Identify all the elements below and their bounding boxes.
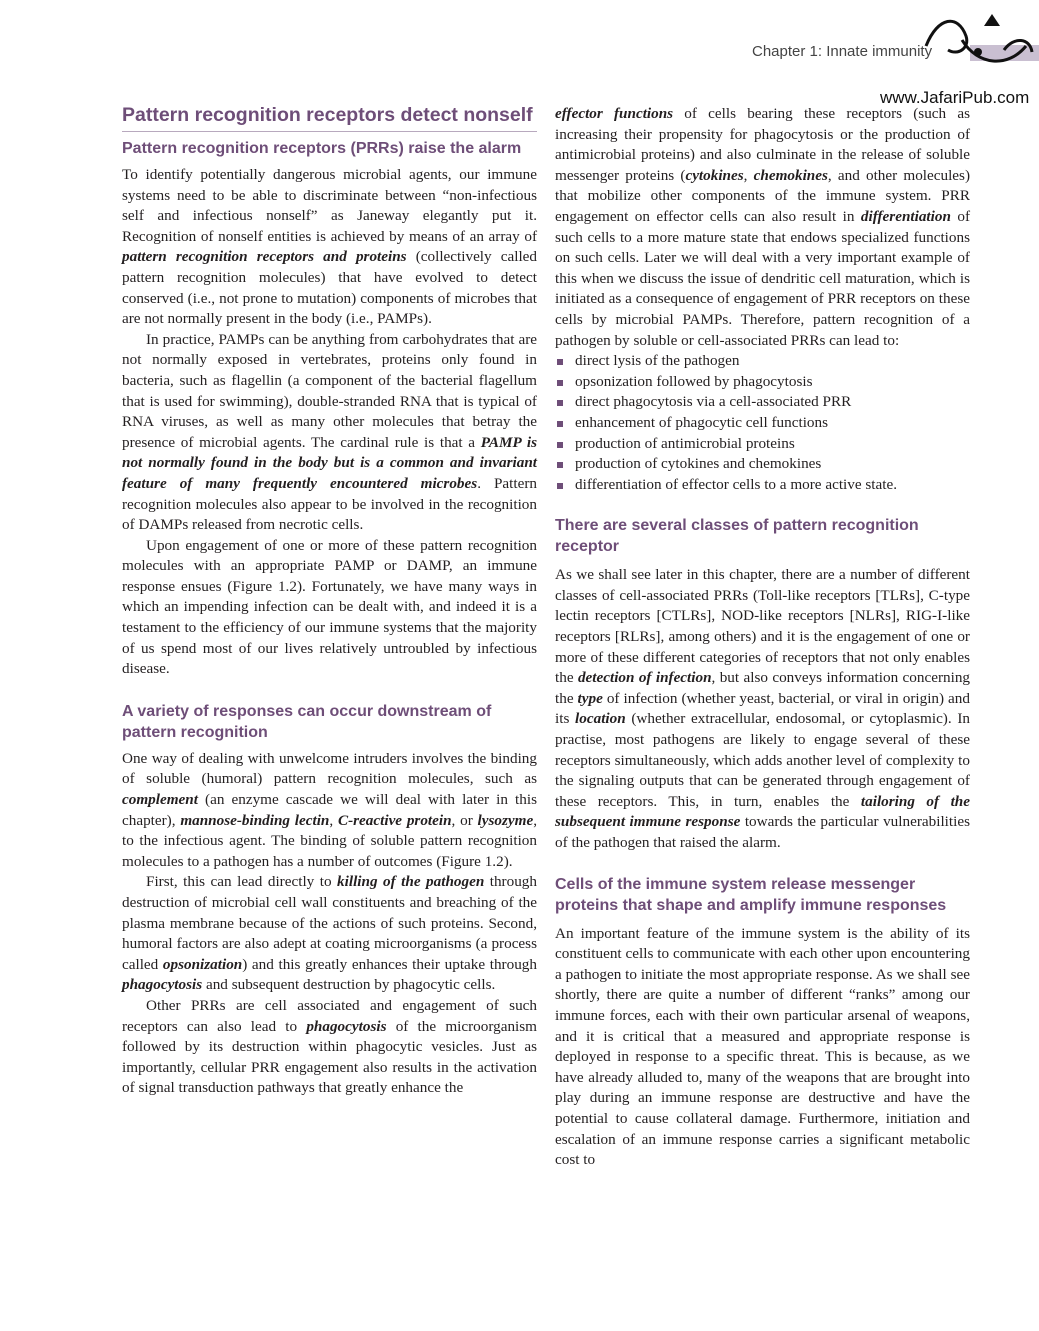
subsection-heading-prrs: Pattern recognition receptors (PRRs) raise the alarm xyxy=(122,140,522,157)
section-title: Pattern recognition receptors detect nonself xyxy=(122,104,537,132)
paragraph-recognition: To identify potentially dangerous microbial agents, our immune systems need to be able to discriminate between “non-infectious self and infectious nonself” as Janeway elegantly put it. Recognition of nonself entities is achieved by means of an array of pattern recognition receptors and proteins (collectively called pattern recognition molecules) that have evolved to detect conserved (i.e., not prone to mutation) components of microbes that are not normally present in the body (i.e., PAMPs). xyxy=(122,166,537,328)
right-column xyxy=(555,104,970,1171)
list-item: direct lysis of the pathogen xyxy=(555,351,970,372)
subsection-heading-responses: A variety of responses can occur downstream of pattern recognition xyxy=(122,702,492,741)
subsection-heading-messenger: Cells of the immune system release messenger proteins that shape and amplify immune responses xyxy=(555,875,947,914)
paragraph-humoral: One way of dealing with unwelcome intruders involves the binding of soluble (humoral) pattern recognition molecules, such as complement (an enzyme cascade we will deal with later in this chapter), mannose-binding lectin, C-reactive protein, or lysozyme, to the infectious agent. The binding of soluble pattern recognition molecules to a pathogen has a number of outcomes (Figure 1.2). xyxy=(122,749,537,870)
list-item: differentiation of effector cells to a more active state. xyxy=(555,475,970,496)
list-item: opsonization followed by phagocytosis xyxy=(555,372,970,393)
paragraph-cell-associated: Other PRRs are cell associated and engagement of such receptors can also lead to phagocytosis of the microorganism followed by its destruction within phagocytic vesicles. Just as importantly, cellular PRR engagement also results in the activation of signal transduction pathways that greatly enhance the xyxy=(122,996,537,1097)
list-item: production of cytokines and chemokines xyxy=(555,454,970,475)
paragraph-pamps: In practice, PAMPs can be anything from carbohydrates that are not normally exposed in vertebrates, proteins only found in bacteria, such as flagellin (a component of the bacterial flagellum that is used for swimming), double-stranded RNA that is typical of RNA viruses, as well as many other molecules that betray the presence of microbial agents. The cardinal rule is that a PAMP is not normally found in the body but is a common and invariant feature of many frequently encountered microbes. Pattern recognition molecules also appear to be involved in the recognition of DAMPs released from necrotic cells. xyxy=(122,330,537,534)
list-item: enhancement of phagocytic cell functions xyxy=(555,413,970,434)
outcomes-list xyxy=(555,351,970,495)
left-column xyxy=(122,104,537,1099)
paragraph-killing: First, this can lead directly to killing of the pathogen through destruction of microbial cell wall constituents and breaching of the plasma membrane because of the actions of such proteins. Second, humoral factors are also adept at coating microorganisms (a process called opsonization) and this greatly enhances their uptake through phagocytosis and subsequent destruction by phagocytic cells. xyxy=(122,873,537,994)
publisher-logo-icon xyxy=(918,6,1036,78)
paragraph-effector-functions: effector functions of cells bearing these receptors (such as increasing their propensity for phagocytosis or the production of antimicrobial proteins) and also culminate in the release of soluble messenger proteins (cytokines, chemokines, and other molecules) that mobilize other components of the immune system. PRR engagement on effector cells can also result in differentiation of such cells to a more mature state that endows specialized functions on such cells. Later we will deal with a very important example of this when we discuss the issue of dendritic cell maturation, which is initiated as a consequence of engagement of PRR receptors on these cells by microbial PAMPs. Therefore, pattern recognition of a pathogen by soluble or cell-associated PRRs can lead to: xyxy=(555,105,971,349)
paragraph-engagement: Upon engagement of one or more of these pattern recognition molecules with an appropriate PAMP or DAMP, an immune response ensues (Figure 1.2). Fortunately, we have many ways in which an impending infection can be dealt with, and indeed it is a testament to the efficiency of our immune systems that the majority of us spend most of our lives relatively untroubled by infectious disease. xyxy=(122,536,537,678)
watermark-url: www.JafariPub.com xyxy=(880,88,1030,107)
paragraph-communication: An important feature of the immune system is the ability of its constituent cells to communicate with each other upon encountering a pathogen to initiate the most appropriate response. As we shall see shortly, there are quite a number of different “ranks” among our immune forces, each with their own particular arsenal of weapons, and it is critical that a measured and appropriate response is deployed in response to a specific threat. This is because, as we have already alluded to, many of the weapons that are brought into play during an immune response are destructive and have the potential to cause collateral damage. Furthermore, initiation and escalation of an immune response carries a significant metabolic cost to xyxy=(555,924,970,1169)
running-head xyxy=(752,43,932,60)
running-head-text: Chapter 1: Innate immunity xyxy=(752,43,933,60)
paragraph-classes: As we shall see later in this chapter, there are a number of different classes of cell-associated PRRs (Toll-like receptors [TLRs], C-type lectin receptors [CTLRs], NOD-like receptors [NLRs], RIG-I-like receptors [RLRs], among others) and it is the engagement of one or more of these different categories of receptors that not only enables the detection of infection, but also conveys information concerning the type of infection (whether yeast, bacterial, or viral in origin) and its location (whether extracellular, endosomal, or cytoplasmic). In practise, most pathogens are likely to engage several of these receptors simultaneously, which adds another level of complexity to the signaling outputs that can be generated through engagement of these receptors. This, in turn, enables the tailoring of the subsequent immune response towards the particular vulnerabilities of the pathogen that raised the alarm. xyxy=(555,566,971,851)
subsection-heading-classes: There are several classes of pattern recognition receptor xyxy=(555,517,919,556)
list-item: production of antimicrobial proteins xyxy=(555,434,970,455)
list-item: direct phagocytosis via a cell-associated PRR xyxy=(555,392,970,413)
